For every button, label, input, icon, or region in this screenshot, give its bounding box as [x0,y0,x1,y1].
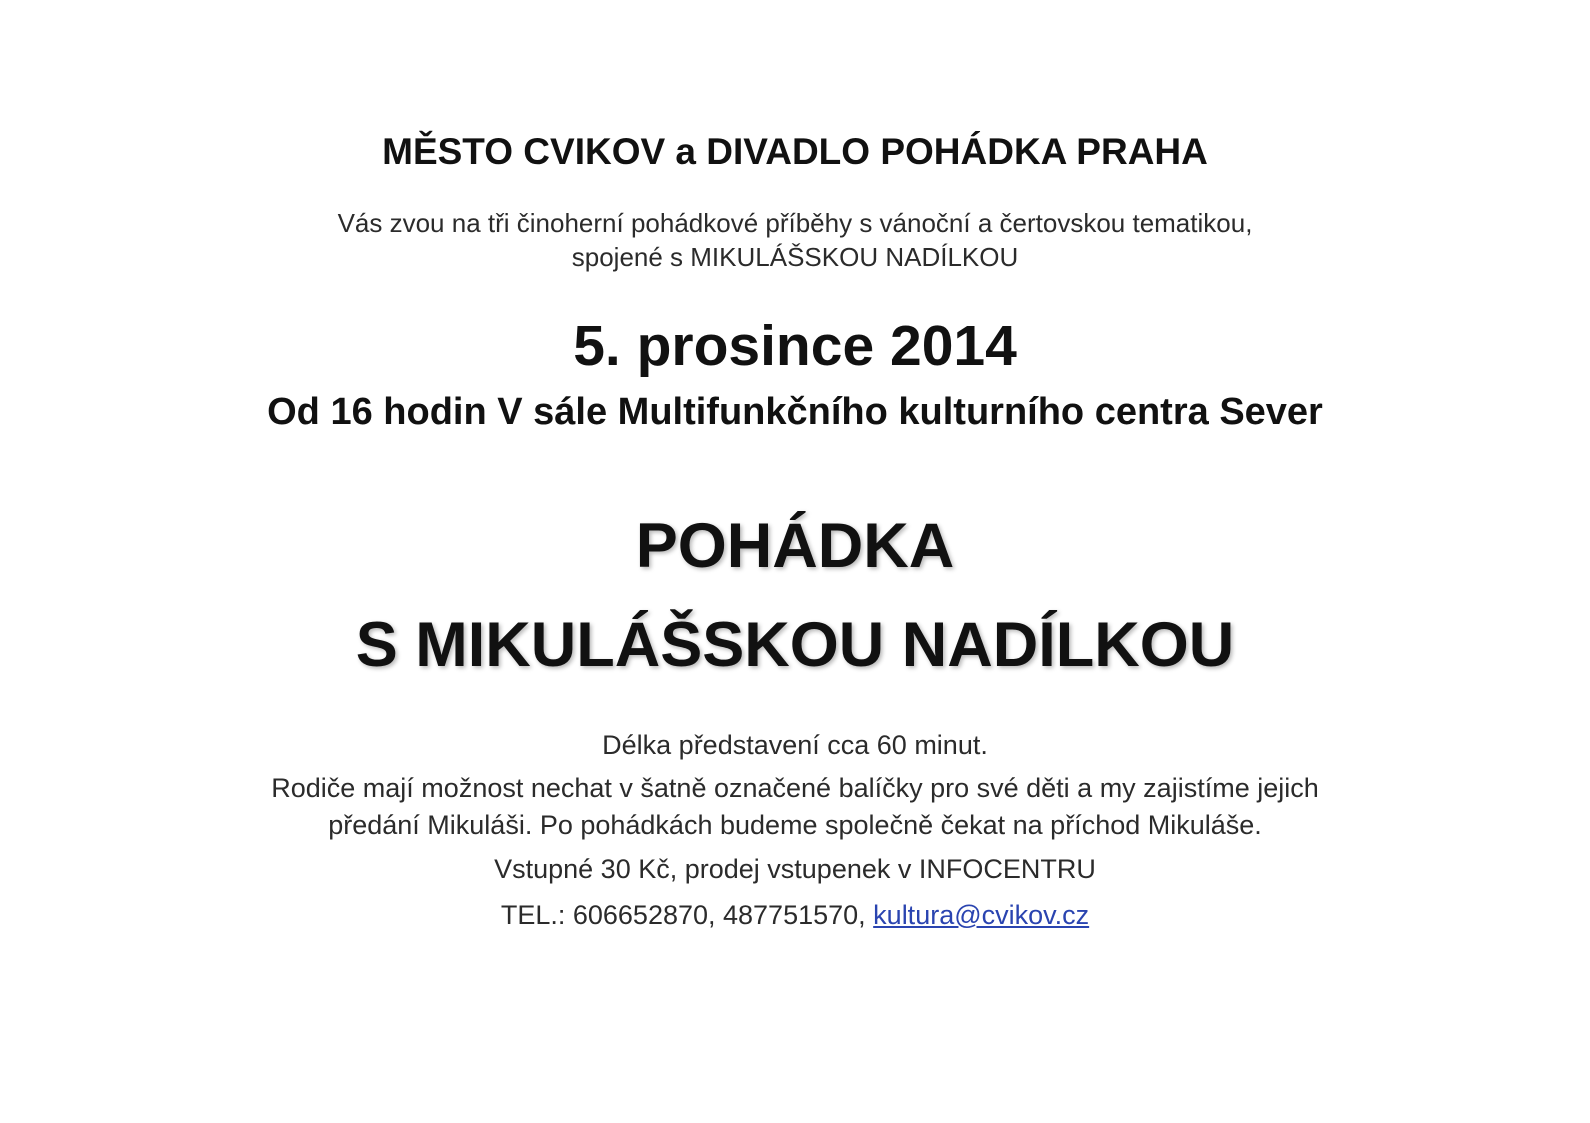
parents-note-line-2: předání Mikuláši. Po pohádkách budeme společně čekat na příchod Mikuláše. [328,810,1262,840]
invitation-line-2: spojené s MIKULÁŠSKOU NADÍLKOU [571,242,1019,272]
organizers-heading: MĚSTO CVIKOV a DIVADLO POHÁDKA PRAHA [382,131,1208,172]
event-time-venue: Od 16 hodin V sále Multifunkčního kulturního centra Sever [267,391,1323,433]
invitation-line-1: Vás zvou na tři činoherní pohádkové příběhy s vánoční a čertovskou tematikou, [337,208,1253,238]
parents-note-line-1: Rodiče mají možnost nechat v šatně označené balíčky pro své děti a my zajistíme jejich [271,773,1319,803]
email-link[interactable]: kultura@cvikov.cz [873,900,1090,930]
event-date: 5. prosince 2014 [573,314,1017,378]
contact-line [0,902,1590,929]
event-title-line-2: S MIKULÁŠSKOU NADÍLKOU [355,610,1235,680]
event-title-line-1: POHÁDKA [635,511,955,581]
admission-text: Vstupné 30 Kč, prodej vstupenek v INFOCENTRU [494,854,1096,884]
contact-phone-numbers: TEL.: 606652870, 487751570, [500,900,874,930]
duration-text: Délka představení cca 60 minut. [602,730,988,760]
